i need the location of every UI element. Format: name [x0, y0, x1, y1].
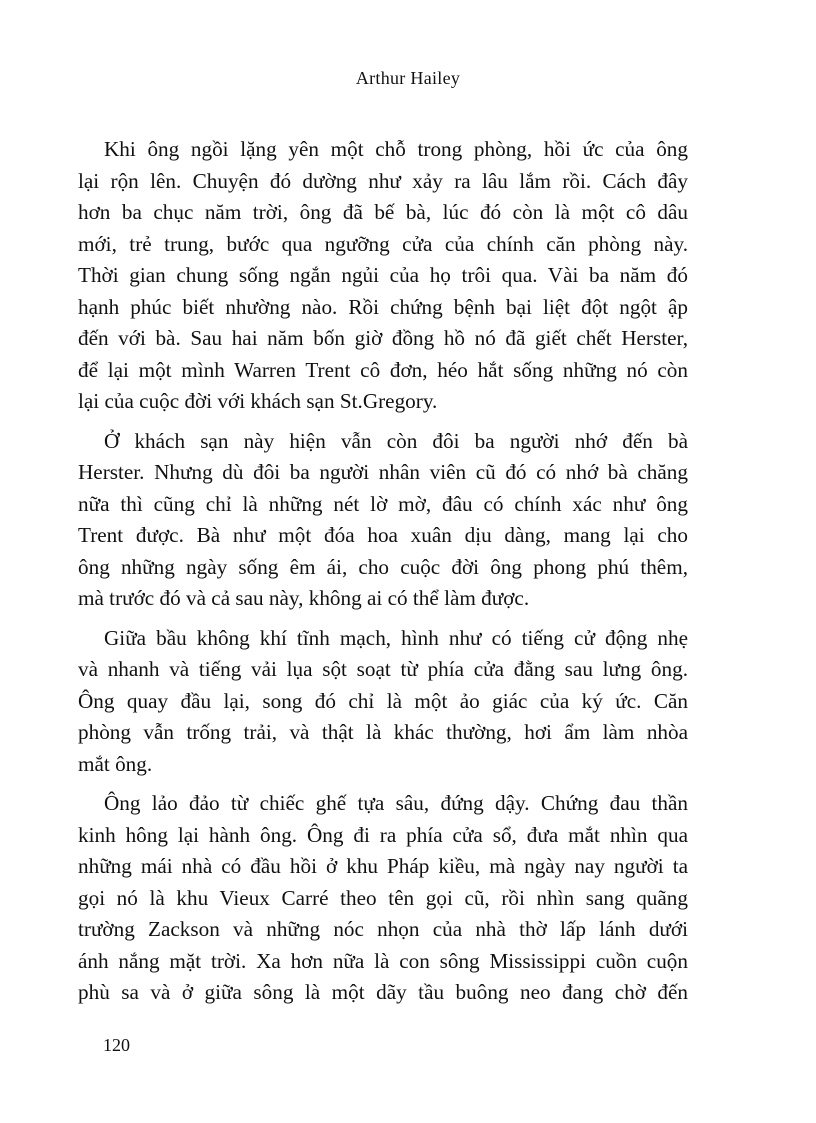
- text-line: kinh hông lại hành ông. Ông đi ra phía cửa sổ, đưa mắt nhìn qua: [78, 822, 688, 847]
- paragraph-1: [78, 134, 688, 418]
- text-line: mắt ông.: [78, 751, 153, 776]
- text-line: Trent được. Bà như một đóa hoa xuân dịu dàng, mang lại cho: [78, 523, 688, 547]
- running-header: Arthur Hailey: [355, 68, 461, 88]
- text-line: và nhanh và tiếng vải lụa sột soạt từ phía cửa đằng sau lưng ông.: [78, 657, 688, 681]
- text-line: mà trước đó và cả sau này, không ai có thể làm được.: [78, 586, 530, 610]
- paragraph-spacing: [78, 418, 688, 426]
- text-line: ông những ngày sống êm ái, cho cuộc đời ông phong phú thêm,: [78, 554, 688, 579]
- text-line: mới, trẻ trung, bước qua ngưỡng cửa của chính căn phòng này.: [78, 231, 688, 256]
- text-line: trường Zackson và những nóc nhọn của nhà thờ lấp lánh dưới: [78, 917, 688, 941]
- text-line: những mái nhà có đầu hồi ở khu Pháp kiều, mà ngày nay người ta: [78, 854, 688, 878]
- text-line: gọi nó là khu Vieux Carré theo tên gọi cũ, rồi nhìn sang quãng: [78, 885, 688, 910]
- text-line: phòng vẫn trống trải, và thật là khác thường, hơi ẩm làm nhòa: [78, 720, 688, 744]
- text-line: Ông quay đầu lại, song đó chỉ là một ảo giác của ký ức. Căn: [78, 688, 688, 713]
- text-line: đến với bà. Sau hai năm bốn giờ đồng hồ nó đã giết chết Herster,: [78, 326, 688, 350]
- paragraph-4: [78, 788, 688, 1009]
- body-text: [78, 134, 688, 1009]
- paragraph-spacing: [78, 780, 688, 788]
- text-line: Herster. Nhưng dù đôi ba người nhân viên cũ đó có nhớ bà chăng: [78, 460, 688, 484]
- text-line: Thời gian chung sống ngắn ngủi của họ trôi qua. Vài ba năm đó: [78, 263, 688, 287]
- text-line: lại của cuộc đời với khách sạn St.Gregory.: [78, 389, 438, 413]
- paragraph-3: [78, 623, 688, 781]
- paragraph-2: [78, 426, 688, 615]
- text-line: Khi ông ngồi lặng yên một chỗ trong phòng, hồi ức của ông: [104, 137, 688, 161]
- text-line: Ở khách sạn này hiện vẫn còn đôi ba người nhớ đến bà: [104, 428, 688, 453]
- paragraph-spacing: [78, 615, 688, 623]
- text-line: lại rộn lên. Chuyện đó dường như xảy ra lâu lắm rồi. Cách đây: [78, 168, 688, 193]
- text-line: nữa thì cũng chỉ là những nét lờ mờ, đâu có chính xác như ông: [78, 491, 688, 516]
- text-line: ánh nắng mặt trời. Xa hơn nữa là con sông Mississippi cuồn cuộn: [78, 948, 688, 973]
- text-line: Giữa bầu không khí tĩnh mạch, hình như có tiếng cử động nhẹ: [104, 625, 688, 650]
- text-line: hơn ba chục năm trời, ông đã bế bà, lúc đó còn là một cô dâu: [78, 200, 688, 224]
- text-line: để lại một mình Warren Trent cô đơn, héo hắt sống những nó còn: [78, 357, 688, 382]
- page-number: 120: [103, 1035, 130, 1055]
- text-line: Ông lảo đảo từ chiếc ghế tựa sâu, đứng dậy. Chứng đau thần: [104, 791, 688, 815]
- text-line: phù sa và ở giữa sông là một dãy tầu buông neo đang chờ đến: [78, 980, 688, 1004]
- text-line: hạnh phúc biết nhường nào. Rồi chứng bệnh bại liệt đột ngột ập: [78, 294, 688, 319]
